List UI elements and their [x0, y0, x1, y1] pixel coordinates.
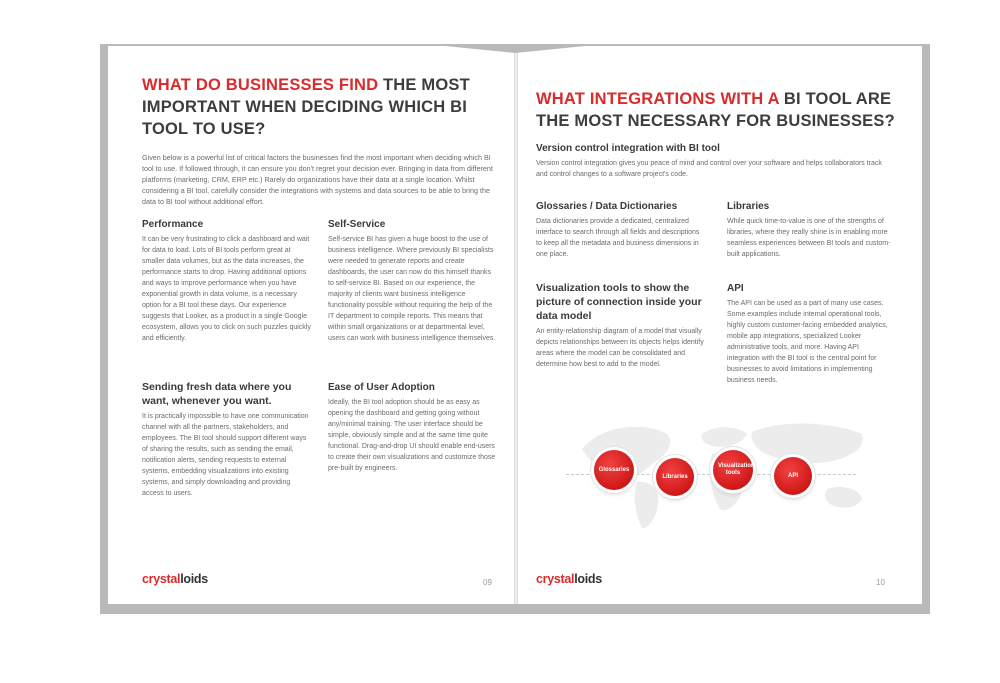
visualization-heading: Visualization tools to show the picture of connection inside your data model: [536, 282, 702, 322]
left-intro-text: Given below is a powerful list of critical factors the businesses find the most important when deciding which BI tool to use. If followed through, it can ensure you don't regret your decision ever. Bringing in data from different platforms (marketing, CRM, ERP etc.) Rarely do organizations have their data at a single location. Whilst considering a BI tool, carefully consider the integrations with systems and data sources to be able to bring the data to BI tool without additional effort.: [142, 153, 493, 206]
left-title-line-2: IMPORTANT WHEN DECIDING WHICH BI: [142, 98, 468, 116]
glossaries-section: [536, 201, 706, 260]
api-body: The API can be used as a part of many use cases. Some examples include internal operational tools, highly custom customer-facing embedded analytics, mobile app integrations, specialized Looker administrative tools, and more. Having API integration with the BI tool is the central point for businesses to avoid limitations in implementing business needs.: [727, 300, 888, 384]
api-node: API: [774, 457, 812, 495]
book-spine-notch: [445, 46, 585, 53]
libraries-heading: Libraries: [727, 201, 770, 212]
visualization-tools-node: Visualization tools: [713, 450, 753, 490]
performance-heading: Performance: [142, 219, 204, 230]
right-crystalloids-logo: crystalloids: [536, 572, 602, 586]
left-page-title: [142, 74, 502, 140]
performance-section: [142, 219, 312, 344]
right-page-number: 10: [876, 578, 885, 587]
book-spine: [514, 46, 518, 604]
api-section: [727, 283, 892, 386]
right-page-title: [536, 88, 906, 132]
user-adoption-heading: Ease of User Adoption: [328, 382, 435, 393]
right-title-rest: BI TOOL ARE: [779, 90, 892, 108]
visualization-body: An entity-relationship diagram of a model that visually depicts relationships between its objects helps identify areas where the model can be consolidated and determine how best to add to the model.: [536, 328, 704, 368]
self-service-body: Self-service BI has given a huge boost to the use of business intelligence. Where previously BI specialists were needed to generate reports and create dashboards, the user can now do this himself thanks to self-service BI. Based on our experience, the majority of clients want business intelligence functionality possible without requiring the help of the IT department to compile reports. This means that within small organizations or at departmental level, users can work with business intelligence themselves.: [328, 236, 496, 342]
glossaries-heading: Glossaries / Data Dictionaries: [536, 201, 678, 212]
left-title-accent: WHAT DO BUSINESSES FIND: [142, 76, 379, 94]
version-control-body: Version control integration gives you peace of mind and control over your software and helps collaborators track and control changes to a software project's code.: [536, 160, 882, 178]
api-heading: API: [727, 283, 744, 294]
left-page-number: 09: [483, 578, 492, 587]
self-service-section: [328, 219, 498, 344]
self-service-heading: Self-Service: [328, 219, 386, 230]
version-control-heading: Version control integration with BI tool: [536, 143, 720, 154]
fresh-data-heading: Sending fresh data where you want, whenever you want.: [142, 381, 292, 407]
performance-body: It can be very frustrating to click a dashboard and wait for data to load. Lots of BI tools perform great at smaller data volumes, but as the data increases, the performance starts to drop. Having additional options and ways to improve performance when you have exponential growth in data volume, is a necessary option for a BI tool these days. Our experience suggests that Looker, as a product in a single Google ecosystem, allows you to click on such puzzles quickly and efficiently.: [142, 236, 311, 342]
libraries-body: While quick time-to-value is one of the strengths of libraries, where they really shine is in enabling more seamless experiences between BI tools and custom-built applications.: [727, 218, 891, 258]
glossaries-body: Data dictionaries provide a dedicated, centralized interface to search through all fields and descriptions to keep all the metadata and business dimensions in one place.: [536, 218, 700, 258]
visualization-section: [536, 281, 711, 370]
fresh-data-section: [142, 380, 312, 499]
left-title-line-3: TOOL TO USE?: [142, 120, 266, 138]
version-control-section: [536, 143, 894, 180]
libraries-node: Libraries: [656, 458, 694, 496]
right-title-line-2: THE MOST NECESSARY FOR BUSINESSES?: [536, 112, 895, 130]
left-crystalloids-logo: crystalloids: [142, 572, 208, 586]
libraries-section: [727, 201, 892, 260]
left-title-rest: THE MOST: [378, 76, 470, 94]
fresh-data-body: It is practically impossible to have one communication channel with all the partners, stakeholders, and employees. The BI tool should support different ways of sharing the results, such as sending the email, notification alerts, sending requests to external systems, embedding visualizations into existing systems, and simply downloading and providing access to users.: [142, 413, 309, 497]
glossaries-node: Glossaries: [594, 450, 634, 490]
right-title-accent: WHAT INTEGRATIONS WITH A: [536, 90, 780, 108]
user-adoption-body: Ideally, the BI tool adoption should be as easy as opening the dashboard and getting going without any/minimal training. The user interface should be simple, obviously simple and at the same time quite functional. Drag-and-drop UI should enable end-users to create their own visualizations and customize those pre-built by engineers.: [328, 399, 496, 472]
user-adoption-section: [328, 382, 498, 474]
